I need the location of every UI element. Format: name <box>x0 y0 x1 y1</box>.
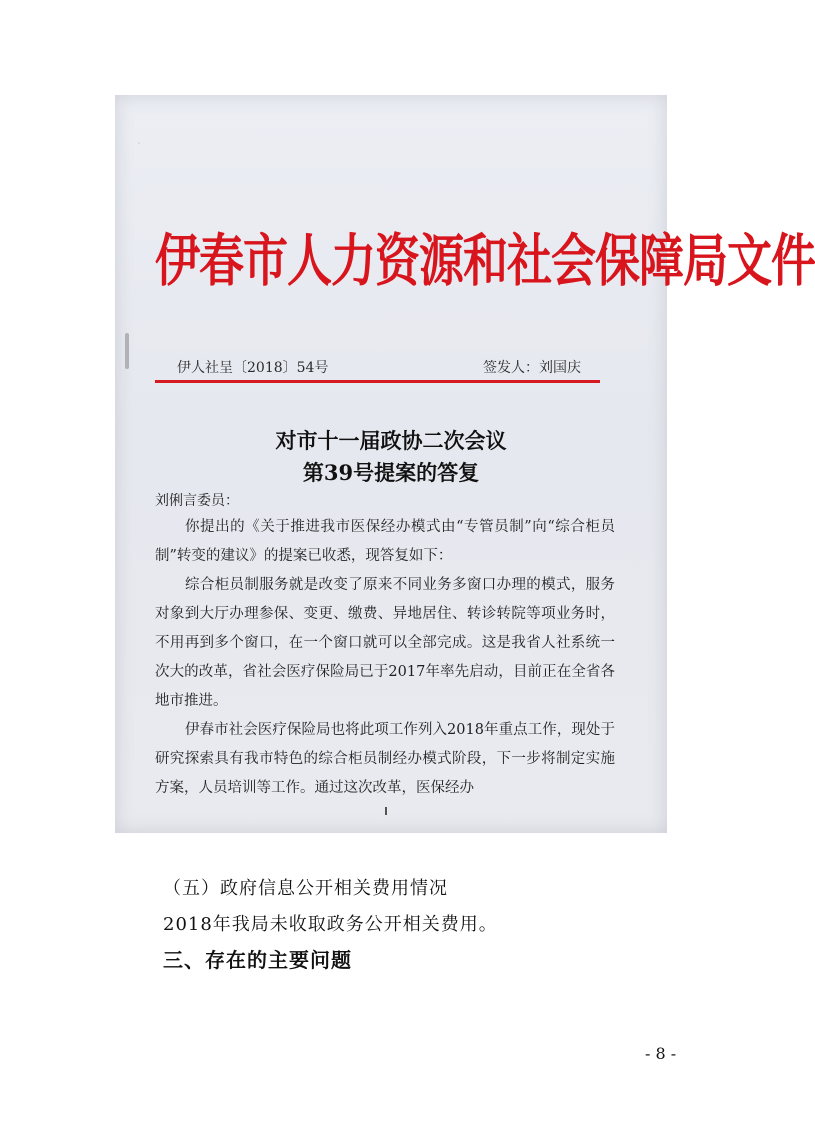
reply-title-line2: 第39号提案的答复 <box>302 460 480 485</box>
signer: 签发人：刘国庆 <box>483 360 581 376</box>
page-number: - 8 - <box>645 1044 677 1063</box>
paragraph: 你提出的《关于推进我市医保经办模式由“专管员制”向“综合柜员制”转变的建议》的提案已收悉，现答复如下： <box>155 519 615 564</box>
staple-mark <box>125 333 129 369</box>
document-number: 伊人社呈〔2018〕54号 <box>177 360 329 376</box>
reply-title-line1: 对市十一届政协二次会议 <box>275 428 507 453</box>
paragraph: 综合柜员制服务就是改变了原来不同业务多窗口办理的模式，服务对象到大厅办理参保、变更、缴费、异地居住、转诊转院等项业务时，不用再到多个窗口，在一个窗口就可以全部完成。这是我省人社系统一次大的改革，省社会医疗保险局已于2017年率先启动，目前正在全省各地市推进。 <box>155 577 615 709</box>
letterhead-title: 伊春市人力资源和社会保障局文件 <box>155 227 815 294</box>
section-body-text: 2018年我局未收取政务公开相关费用。 <box>163 914 498 935</box>
section-heading: 三、存在的主要问题 <box>163 948 352 972</box>
bleed-through-text: · <box>137 137 142 152</box>
red-divider-line <box>155 380 600 383</box>
section-subheading: （五）政府信息公开相关费用情况 <box>163 878 448 899</box>
paragraph: 伊春市社会医疗保险局也将此项工作列入2018年重点工作，现处于研究探索具有我市特色的综合柜员制经办模式阶段，下一步将制定实施方案，人员培训等工作。通过这次改革，医保经办 <box>155 722 615 796</box>
salutation: 刘俐言委员： <box>155 493 239 509</box>
scanned-document-photo <box>115 95 815 833</box>
page-mark <box>385 807 387 815</box>
